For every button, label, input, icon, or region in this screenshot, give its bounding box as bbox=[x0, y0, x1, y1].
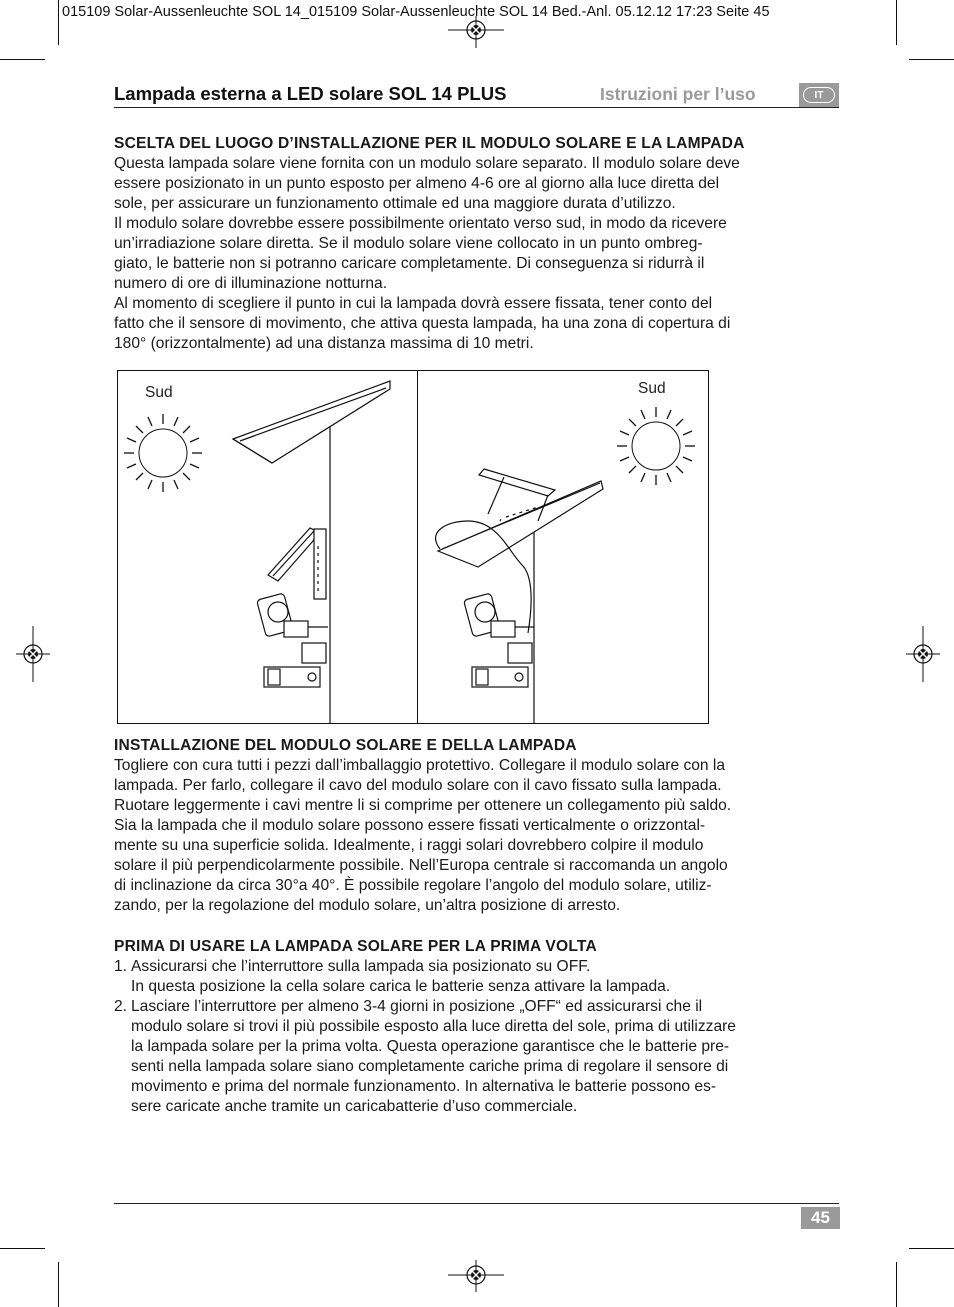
text-line: Ruotare leggermente i cavi mentre li si comprime per ottenere un collegamento più saldo. bbox=[114, 797, 732, 814]
text-line: numero di ore di illuminazione notturna. bbox=[114, 275, 388, 292]
section-installation bbox=[114, 736, 844, 916]
text-line: di inclinazione da circa 30°a 40°. È possibile regolare l’angolo del modulo solare, utiliz- bbox=[114, 877, 712, 894]
sun-icon bbox=[617, 407, 695, 485]
text-line: 180° (orizzontalmente) ad una distanza massima di 10 metri. bbox=[114, 335, 534, 352]
text-line: Lasciare l’interruttore per almeno 3-4 giorni in posizione „OFF“ ed assicurarsi che il bbox=[131, 998, 703, 1015]
crop-mark bbox=[909, 1248, 954, 1249]
text-line: senti nella lampada solare siano completamente cariche prima di regolare il sensore di bbox=[131, 1058, 729, 1075]
text-line: la lampada solare per la prima volta. Questa operazione garantisce che le batterie pre- bbox=[131, 1038, 730, 1055]
text-line: zando, per la regolazione del modulo solare, un’altra posizione di arresto. bbox=[114, 897, 621, 914]
text-line: Togliere con cura tutti i pezzi dall’imballaggio protettivo. Collegare il modulo solare con la bbox=[114, 757, 726, 774]
footer-rule bbox=[114, 1203, 839, 1204]
registration-mark-bottom bbox=[448, 1260, 504, 1292]
text-line: sere caricate anche tramite un caricabatterie d’uso commerciale. bbox=[131, 1098, 578, 1115]
crop-mark bbox=[896, 0, 897, 45]
text-line: movimento e prima del normale funzionamento. In alternativa le batterie possono es- bbox=[131, 1078, 717, 1095]
text-line: solare il più perpendicolarmente possibile. Nell’Europa centrale si raccomanda un angolo bbox=[114, 857, 728, 874]
section-body bbox=[114, 756, 844, 916]
page-title: Lampada esterna a LED solare SOL 14 PLUS bbox=[114, 83, 507, 104]
text-line: giato, le batterie non si potranno caricare completamente. Di conseguenza si ridurrà il bbox=[114, 255, 705, 272]
section-heading: INSTALLAZIONE DEL MODULO SOLARE E DELLA LAMPADA bbox=[114, 737, 577, 754]
crop-mark bbox=[58, 1262, 59, 1307]
text-line: Questa lampada solare viene fornita con un modulo solare separato. Il modulo solare deve bbox=[114, 155, 740, 172]
section-heading: PRIMA DI USARE LA LAMPADA SOLARE PER LA PRIMA VOLTA bbox=[114, 938, 597, 955]
right-panel-label: Sud bbox=[638, 380, 666, 397]
page-subtitle: Istruzioni per l’uso bbox=[600, 84, 756, 104]
roof-drawing bbox=[436, 469, 603, 723]
step-number: 1. bbox=[114, 958, 128, 975]
section-installation-site bbox=[114, 134, 844, 354]
step-number: 2. bbox=[114, 998, 128, 1015]
text-line: Il modulo solare dovrebbe essere possibilmente orientato verso sud, in modo da ricevere bbox=[114, 215, 727, 232]
text-line: essere posizionato in un punto esposto per almeno 4-6 ore al giorno alla luce diretta del bbox=[114, 175, 720, 192]
text-line: mente su una superficie solida. Idealmente, i raggi solari dovrebbero colpire il modulo bbox=[114, 837, 704, 854]
language-badge bbox=[799, 83, 839, 107]
registration-mark-right bbox=[906, 626, 940, 682]
text-line: Al momento di scegliere il punto in cui la lampada dovrà essere fissata, tener conto del bbox=[114, 295, 713, 312]
installation-illustration bbox=[117, 370, 709, 724]
left-panel-label: Sud bbox=[145, 384, 173, 401]
registration-mark-left bbox=[16, 626, 50, 682]
crop-mark bbox=[0, 1248, 45, 1249]
text-line: In questa posizione la cella solare carica le batterie senza attivare la lampada. bbox=[131, 978, 671, 995]
steps-list bbox=[114, 957, 844, 1117]
header-rule bbox=[114, 107, 839, 108]
text-line: sole, per assicurare un funzionamento ottimale ed una maggiore durata d’utilizzo. bbox=[114, 195, 676, 212]
section-heading: SCELTA DEL LUOGO D’INSTALLAZIONE PER IL MODULO SOLARE E LA LAMPADA bbox=[114, 135, 745, 152]
section-body bbox=[114, 154, 844, 354]
language-badge-label: IT bbox=[803, 87, 835, 103]
text-line: un’irradiazione solare diretta. Se il modulo solare viene collocato in un punto ombreg- bbox=[114, 235, 703, 252]
crop-mark bbox=[58, 0, 59, 45]
text-line: Assicurarsi che l’interruttore sulla lampada sia posizionato su OFF. bbox=[131, 958, 591, 975]
text-line: Sia la lampada che il modulo solare possono essere fissati verticalmente o orizzontal- bbox=[114, 817, 706, 834]
illustration-drawing bbox=[118, 371, 708, 723]
text-line: modulo solare si trovi il più possibile esposto alla luce diretta del sole, prima di utilizzare bbox=[131, 1018, 736, 1035]
text-line: lampada. Per farlo, collegare il cavo del modulo solare con il cavo fissato sulla lampada. bbox=[114, 777, 722, 794]
registration-mark-top bbox=[448, 16, 504, 48]
crop-mark bbox=[896, 1262, 897, 1307]
crop-mark bbox=[909, 59, 954, 60]
crop-mark bbox=[0, 59, 45, 60]
print-slug: 015109 Solar-Aussenleuchte SOL 14_015109 Solar-Aussenleuchte SOL 14 Bed.-Anl. 05.12.12 17:23 Seite 45 bbox=[62, 4, 770, 20]
list-item bbox=[114, 957, 844, 997]
sun-icon bbox=[124, 414, 202, 492]
section-first-use bbox=[114, 937, 844, 1117]
list-item bbox=[114, 997, 844, 1117]
page-number: 45 bbox=[801, 1207, 840, 1229]
wall-drawing bbox=[233, 381, 390, 723]
text-line: fatto che il sensore di movimento, che attiva questa lampada, ha una zona di copertura di bbox=[114, 315, 731, 332]
